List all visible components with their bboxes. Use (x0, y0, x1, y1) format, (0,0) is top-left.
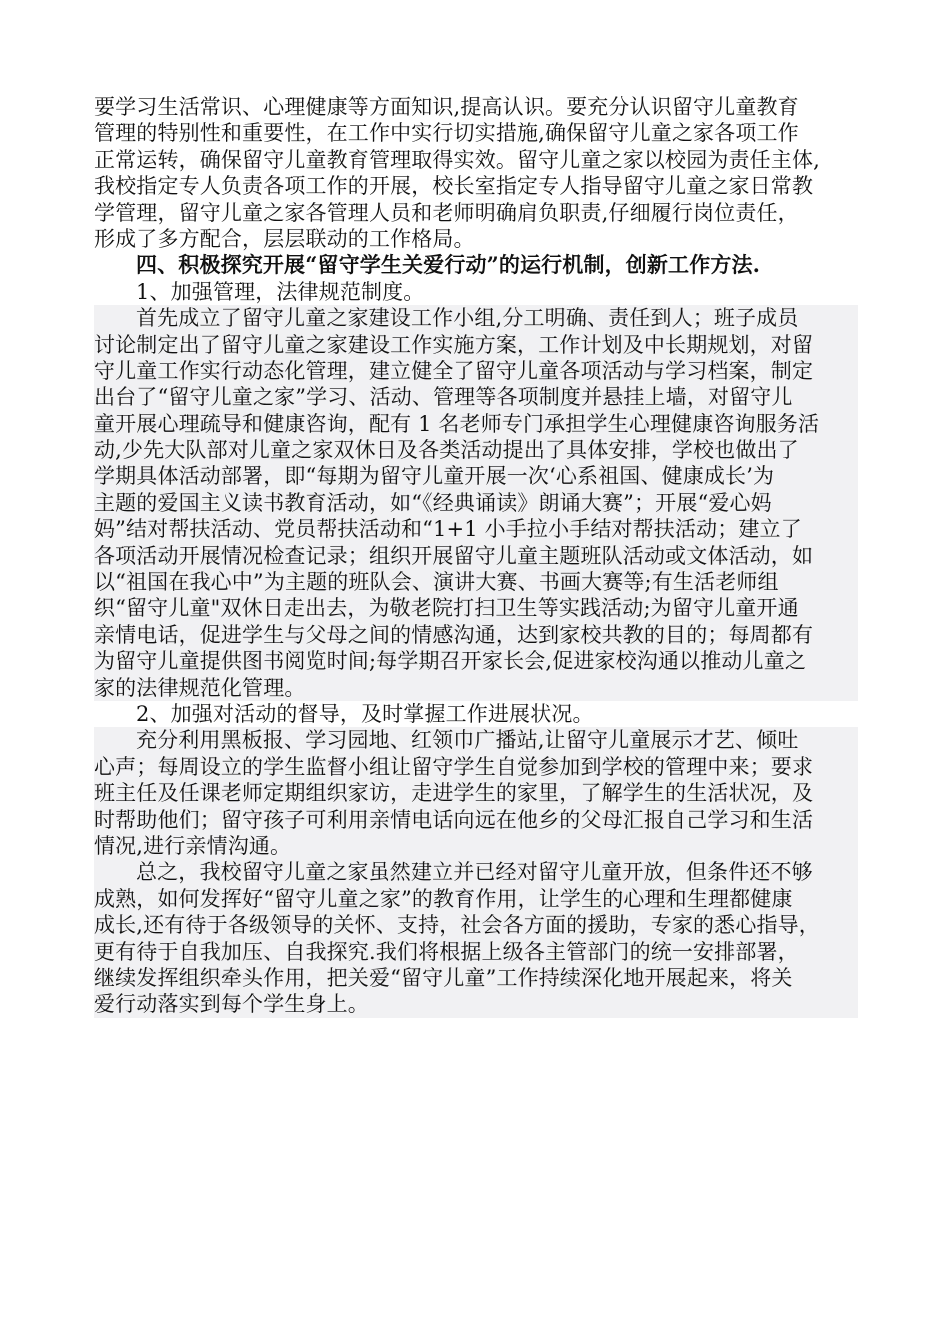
text-line: 心声；每周设立的学生监督小组让留守学生自觉参加到学校的管理中来；要求 (94, 754, 858, 780)
text-line: 成熟，如何发挥好“留守儿童之家”的教育作用，让学生的心理和生理都健康 (94, 886, 858, 912)
text-line: 形成了多方配合，层层联动的工作格局。 (94, 226, 475, 251)
text-line: 出台了“留守儿童之家”学习、活动、管理等各项制度并悬挂上墙，对留守儿 (94, 384, 858, 410)
text-line: 情况,进行亲情沟通。 (94, 833, 858, 859)
text-line: 班主任及任课老师定期组织家访，走进学生的家里，了解学生的生活状况，及 (94, 780, 858, 806)
text-line: 充分利用黑板报、学习园地、红领巾广播站,让留守儿童展示才艺、倾吐 (94, 727, 858, 753)
text-line: 管理的特别性和重要性，在工作中实行切实措施,确保留守儿童之家各项工作 (94, 121, 799, 146)
text-line: 更有待于自我加压、自我探究.我们将根据上级各主管部门的统一安排部署， (94, 939, 858, 965)
text-line: 童开展心理疏导和健康咨询，配有 1 名老师专门承担学生心理健康咨询服务活 (94, 411, 858, 437)
text-line: 要学习生活常识、心理健康等方面知识,提高认识。要充分认识留守儿童教育 (94, 95, 799, 119)
text-line: 动,少先大队部对儿童之家双休日及各类活动提出了具体安排，学校也做出了 (94, 437, 858, 463)
text-line: 妈”结对帮扶活动、党员帮扶活动和“1+1 小手拉小手结对帮扶活动；建立了 (94, 516, 858, 542)
text-line: 亲情电话，促进学生与父母之间的情感沟通，达到家校共教的目的；每周都有 (94, 622, 858, 648)
text-line: 织“留守儿童"双休日走出去，为敬老院打扫卫生等实践活动;为留守儿童开通 (94, 595, 858, 621)
text-line: 守儿童工作实行动态化管理，建立健全了留守儿童各项活动与学习档案，制定 (94, 358, 858, 384)
text-line: 各项活动开展情况检查记录；组织开展留守儿童主题班队活动或文体活动，如 (94, 543, 858, 569)
text-line: 总之，我校留守儿童之家虽然建立并已经对留守儿童开放，但条件还不够 (94, 859, 858, 885)
text-line: 首先成立了留守儿童之家建设工作小组,分工明确、责任到人；班子成员 (94, 305, 858, 331)
text-line: 我校指定专人负责各项工作的开展，校长室指定专人指导留守儿童之家日常教 (94, 174, 814, 199)
document-page (94, 94, 858, 1018)
text-line: 学期具体活动部署，即“每期为留守儿童开展一次‘心系祖国、健康成长’为 (94, 463, 858, 489)
text-line: 讨论制定出了留守儿童之家建设工作实施方案，工作计划及中长期规划，对留 (94, 332, 858, 358)
subsection-heading: 2、加强对活动的督导，及时掌握工作进展状况。 (136, 701, 594, 726)
subsection-heading: 1、加强管理，法律规范制度。 (136, 279, 425, 304)
text-line: 成长,还有待于各级领导的关怀、支持，社会各方面的援助，专家的悉心指导， (94, 912, 858, 938)
text-line: 正常运转，确保留守儿童教育管理取得实效。留守儿童之家以校园为责任主体, (94, 147, 820, 172)
text-line: 继续发挥组织牵头作用，把关爱“留守儿童”工作持续深化地开展起来，将关 (94, 965, 858, 991)
text-line: 家的法律规范化管理。 (94, 675, 858, 701)
text-line: 时帮助他们；留守孩子可利用亲情电话向远在他乡的父母汇报自己学习和生活 (94, 807, 858, 833)
text-line: 主题的爱国主义读书教育活动，如“《经典诵读》朗诵大赛”；开展“爱心妈 (94, 490, 858, 516)
section-heading: 四、积极探究开展“留守学生关爱行动”的运行机制，创新工作方法. (136, 252, 761, 278)
text-line: 以“祖国在我心中”为主题的班队会、演讲大赛、书画大赛等;有生活老师组 (94, 569, 858, 595)
text-line: 爱行动落实到每个学生身上。 (94, 991, 858, 1017)
text-line: 学管理，留守儿童之家各管理人员和老师明确肩负职责,仔细履行岗位责任， (94, 200, 799, 225)
text-line: 为留守儿童提供图书阅览时间;每学期召开家长会,促进家校沟通以推动儿童之 (94, 648, 858, 674)
